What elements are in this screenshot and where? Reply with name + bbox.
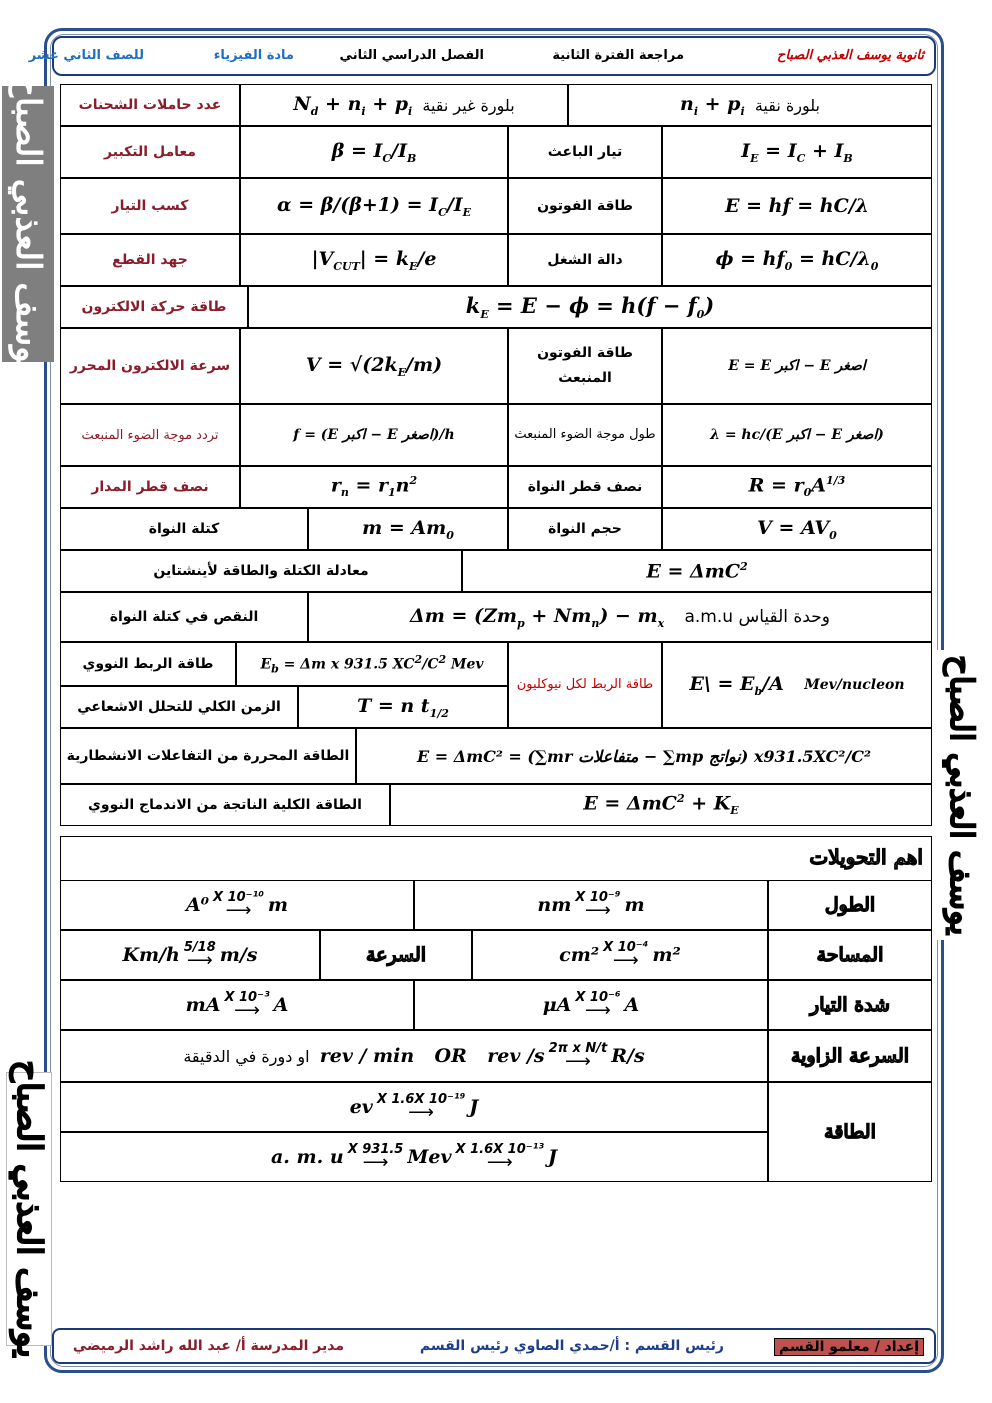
amp-formula: $\beta = I_C/I_B$ [331,139,417,165]
orbit-formula: $r_n = r_1n^2$ [330,474,418,500]
fission-formula-cell [356,728,932,784]
emitted-photon-label: طاقة الفوتون المنبعث [537,344,633,386]
work-label: دالة الشغل [547,252,623,268]
angular-label: السرعة الزاوية [790,1045,910,1067]
fusion-formula-cell [390,784,932,826]
side-banner-left-top: يوسف العذبي الصباح [2,86,54,362]
volume-formula: $V = AV_0$ [757,516,837,542]
orbit-label: نصف قطر المدار [91,479,209,495]
school-name: ثانوية يوسف العذبي الصباح [776,48,924,63]
work-label-cell [508,234,662,286]
emitter-label-cell [508,126,662,178]
binding-nucleon-label: طاقة الربط لكل نيوكليون [516,677,654,693]
length-b-cell [414,880,768,930]
footer [52,1328,936,1364]
amp-formula-cell [240,126,508,178]
angular-alt-text: او دورة في الدقيقة [183,1046,310,1066]
current-a-to: A [624,994,640,1016]
freq-formula: f = (E اكبر − E اصغر)/h [293,427,455,443]
halflife-formula-cell [298,686,508,728]
angular-to: R/s [611,1045,645,1067]
length-b-from: nm [537,894,572,916]
speed-conv-cell [60,930,320,980]
energy-b-mid: Mev [407,1146,452,1168]
angular-or: OR [434,1045,467,1067]
nucleus-radius-label: نصف قطر النواة [527,479,643,495]
freq-label: تردد موجة الضوء المنبعث [81,427,219,443]
mass-formula: $m = Am_0$ [362,516,454,542]
fission-label-cell [60,728,356,784]
impure-formula: $N_d + n_i + p_i$ [293,92,413,118]
halflife-label: الزمن الكلي للتحلل الاشعاعي [77,699,281,715]
energy-label-cell [768,1082,932,1182]
mass-label-cell [60,508,308,550]
current-label: شدة التيار [810,994,890,1016]
energy-b-arrow2: X 1.6X 10⁻¹³ ⟶ [455,1142,544,1174]
volume-label: حجم النواة [548,521,622,537]
speed-label: سرعة الالكترون المحرر [69,358,231,374]
halflife-formula: T = n $t_{1/2}$ [357,694,449,720]
grade-title: للصف الثاني عشر [28,48,144,63]
energy-a-from: ev [349,1096,373,1118]
prepared-by: إعداد / معلمو القسم [774,1338,924,1356]
cutoff-formula: $|V_{CUT}| = k_E/e$ [311,247,437,273]
binding-nucleon-unit: Mev/nucleon [804,677,905,693]
area-arrow: X 10⁻⁴ ⟶ [603,940,649,972]
emitted-photon-formula: E = E اكبر − E اصغر [728,358,866,374]
photon-label: طاقة الفوتون [537,198,633,214]
ke-label: طاقة حركة الالكترون [81,299,227,315]
current-b-from: mA [185,994,221,1016]
defect-label: النقص في كتلة النواة [109,609,259,625]
energy-b-cell [60,1132,768,1182]
emitter-formula-cell [662,126,932,178]
angular-arrow: 2π x N/t ⟶ [548,1041,608,1073]
fusion-formula: $E = \Delta mC^2 + K_E$ [583,792,739,818]
cutoff-label: جهد القطع [112,252,188,268]
energy-b-arrow1: X 931.5 ⟶ [347,1142,404,1174]
binding-label-cell [60,642,236,686]
defect-formula: $\Delta m = (Zm_p + Nm_n) - m_x$ [410,604,665,630]
area-label: المساحة [816,944,884,966]
cutoff-label-cell [60,234,240,286]
einstein-formula-cell [462,550,932,592]
carriers-label-cell [60,84,240,126]
photon-formula: E = hf = hC/λ [725,195,869,217]
emitted-photon-label-cell [508,328,662,404]
nucleus-radius-label-cell [508,466,662,508]
angular-from: rev /s [487,1045,545,1067]
wavelength-formula: λ = hc/(E اكبر − E اصغر) [710,427,884,443]
speed-to: m/s [219,944,258,966]
fusion-label: الطاقة الكلية الناتجة من الاندماج النووي [88,797,362,813]
ke-formula: $k_E = E - \phi = h(f - f_0)$ [465,292,715,322]
energy-b-from: a. m. u [270,1146,344,1168]
defect-label-cell [60,592,308,642]
ke-formula-cell [248,286,932,328]
ke-label-cell [60,286,248,328]
area-to: m² [652,944,681,966]
current-label-cell [768,980,932,1030]
length-a-arrow: X 10⁻¹⁰ ⟶ [213,890,264,922]
volume-formula-cell [662,508,932,550]
halflife-label-cell [60,686,298,728]
speed-conv-label: السرعة [365,944,427,966]
mass-label: كتلة النواة [148,521,220,537]
current-b-to: A [273,994,289,1016]
volume-label-cell [508,508,662,550]
emitted-photon-formula-cell [662,328,932,404]
binding-nucleon-formula: E\ = $E_b/A$ [689,672,784,698]
freq-formula-cell [240,404,508,466]
speed-formula: $V = √(2k_E/m)$ [305,353,443,379]
photon-formula-cell [662,178,932,234]
speed-label-cell [320,930,472,980]
gain-formula: $\alpha = \beta/(\beta+1) = I_C/I_E$ [276,193,472,219]
fission-label: الطاقة المحررة من التفاعلات الانشطارية [66,748,350,764]
current-b-arrow: X 10⁻³ ⟶ [224,990,270,1022]
length-label-cell [768,880,932,930]
speed-arrow: 5/18 ⟶ [183,940,216,972]
current-a-from: μA [542,994,572,1016]
impure-cell [240,84,568,126]
side-banner-right: يوسف العذبي الصباح [934,650,990,940]
energy-b-to: J [548,1146,557,1168]
binding-nucleon-formula-cell [662,642,932,728]
fusion-label-cell [60,784,390,826]
amp-label-cell [60,126,240,178]
carriers-label: عدد حاملات الشحنات [78,97,222,113]
speed-formula-cell [240,328,508,404]
impure-label: بلورة غير نقية [422,95,515,115]
review-title: مراجعة الفترة الثانية [552,48,684,63]
length-label: الطول [824,894,876,916]
emitter-label: تيار الباعث [547,144,623,160]
length-b-arrow: X 10⁻⁹ ⟶ [575,890,621,922]
emitter-formula: $I_E = I_C + I_B$ [741,139,853,165]
defect-formula-cell [308,592,932,642]
length-a-from: A⁰ [185,894,210,916]
orbit-formula-cell [240,466,508,508]
fission-formula: E = ΔmC² = (∑mr متفاعلات − ∑mp نواتج) x931.5XC²/C² [417,746,871,766]
length-a-to: m [267,894,289,916]
angular-alt: rev / min [319,1045,415,1067]
photon-label-cell [508,178,662,234]
conversions-title-box [60,836,932,880]
pure-cell [568,84,932,126]
energy-label: الطاقة [824,1121,876,1143]
einstein-label: معادلة الكتلة والطاقة لأينشتاين [153,563,369,579]
energy-a-cell [60,1082,768,1132]
pure-formula: $n_i + p_i$ [680,92,745,118]
semester-title: الفصل الدراسي الثاني [339,48,484,63]
nucleus-radius-formula: $R = r_0A^{1/3}$ [748,474,846,500]
length-b-to: m [624,894,645,916]
mass-formula-cell [308,508,508,550]
nucleus-radius-formula-cell [662,466,932,508]
speed-label-cell [60,328,240,404]
binding-formula: $E_b = \Delta m$ x 931.5 $XC^2/C^2$ Mev [260,652,484,676]
orbit-label-cell [60,466,240,508]
amp-label: معامل التكبير [104,144,196,160]
angular-label-cell [768,1030,932,1082]
work-formula: $\phi = hf_0 = hC/\lambda_0$ [715,247,879,273]
einstein-formula: E = ΔmC$^2$ [646,559,748,583]
area-cell [472,930,768,980]
energy-a-to: J [469,1096,479,1118]
freq-label-cell [60,404,240,466]
work-formula-cell [662,234,932,286]
binding-label: طاقة الربط النووي [82,656,214,672]
subject-title: مادة الفيزياء [213,48,294,63]
side-banner-left-bottom: يوسف العذبي الصباح [6,1072,52,1346]
school-principal: مدير المدرسة أ/ عبد الله راشد الرميضي [72,1338,344,1354]
binding-formula-cell [236,642,508,686]
area-from: cm² [559,944,600,966]
gain-formula-cell [240,178,508,234]
angular-cell [60,1030,768,1082]
current-b-cell [60,980,414,1030]
wavelength-label: طول موجة الضوء المنبعث [514,427,656,443]
defect-unit: وحدة القياس a.m.u [684,607,830,627]
wavelength-formula-cell [662,404,932,466]
energy-a-arrow: X 1.6X 10⁻¹⁹ ⟶ [376,1092,466,1124]
wavelength-label-cell [508,404,662,466]
current-a-arrow: X 10⁻⁶ ⟶ [575,990,621,1022]
department-head: رئيس القسم : أ/حمدي الصاوي رئيس القسم [419,1338,724,1354]
length-a-cell [60,880,414,930]
speed-from: Km/h [122,944,180,966]
current-a-cell [414,980,768,1030]
cutoff-formula-cell [240,234,508,286]
area-label-cell [768,930,932,980]
gain-label: كسب التيار [111,198,189,214]
gain-label-cell [60,178,240,234]
header [28,36,936,76]
conversions-title: اهم التحويلات [809,845,923,869]
einstein-label-cell [60,550,462,592]
pure-label: بلورة نقية [754,95,820,115]
binding-nucleon-label-cell [508,642,662,728]
